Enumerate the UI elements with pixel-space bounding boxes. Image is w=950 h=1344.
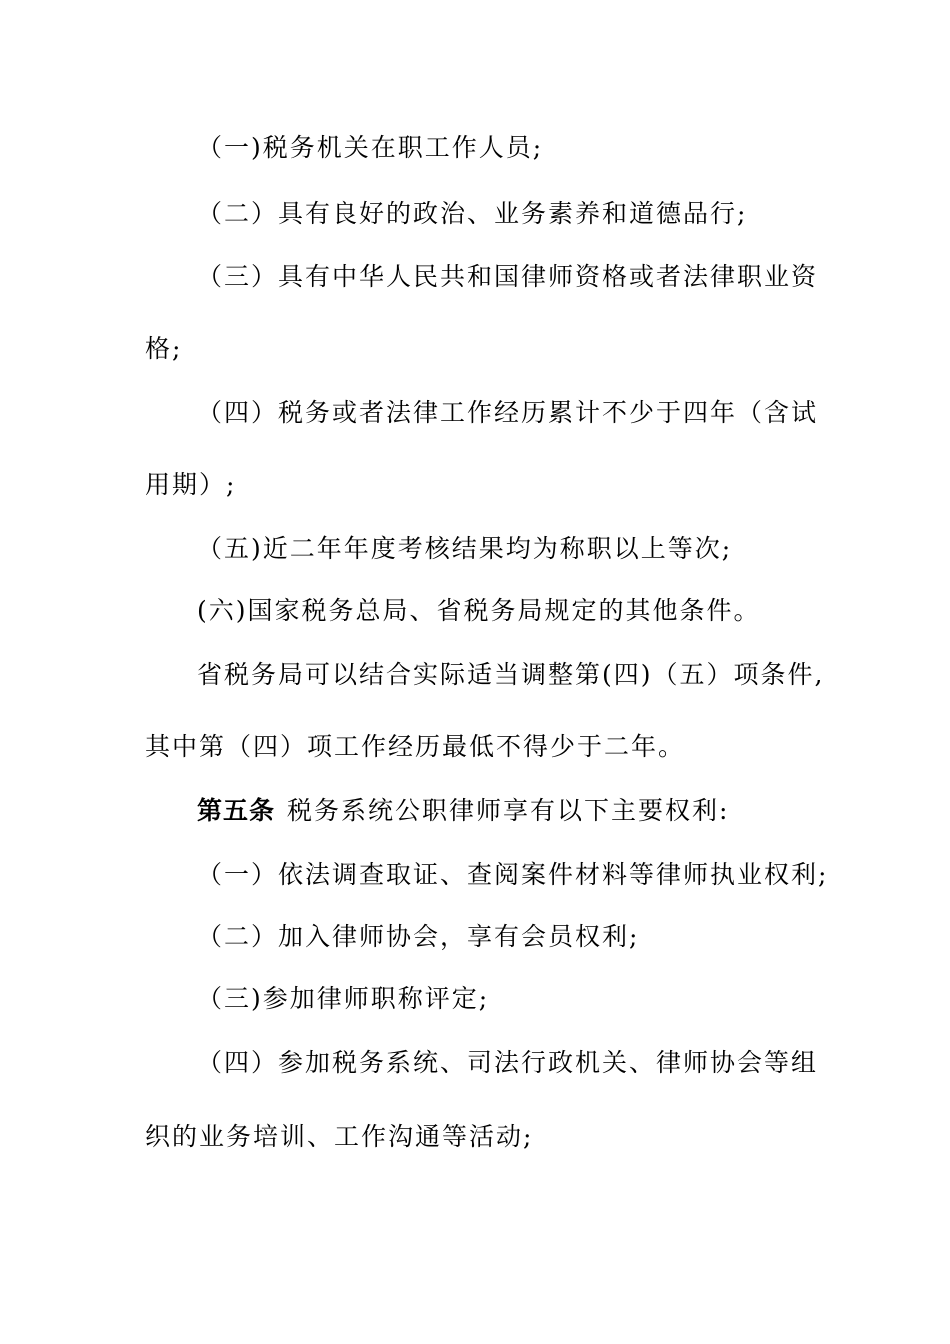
right-4: （四）参加税务系统、司法行政机关、律师协会等组 <box>197 1048 819 1077</box>
condition-6: (六)国家税务总局、省税务局规定的其他条件。 <box>197 596 761 625</box>
condition-2: （二）具有良好的政治、业务素养和道德品行; <box>197 199 748 228</box>
right-1: （一）依法调查取证、查阅案件材料等律师执业权利; <box>197 860 829 889</box>
condition-4-continued: 用期）; <box>145 470 237 499</box>
article-5-heading <box>197 796 729 826</box>
right-4-continued: 织的业务培训、工作沟通等活动; <box>145 1122 534 1151</box>
right-2: （二）加入律师协会，享有会员权利; <box>197 922 640 951</box>
condition-4: （四）税务或者法律工作经历累计不少于四年（含试 <box>197 398 819 427</box>
article-5-text: 税务系统公职律师享有以下主要权利: <box>287 796 730 825</box>
condition-3-continued: 格; <box>145 334 183 363</box>
condition-5: （五)近二年年度考核结果均为称职以上等次; <box>197 534 733 563</box>
adjustment-paragraph-continued: 其中第（四）项工作经历最低不得少于二年。 <box>145 732 686 761</box>
right-3: （三)参加律师职称评定; <box>197 984 490 1013</box>
article-5-label: 第五条 <box>197 796 276 825</box>
condition-3: （三）具有中华人民共和国律师资格或者法律职业资 <box>197 262 819 291</box>
condition-1: （一)税务机关在职工作人员; <box>197 133 544 162</box>
adjustment-paragraph: 省税务局可以结合实际适当调整第(四)（五）项条件, <box>197 660 825 689</box>
